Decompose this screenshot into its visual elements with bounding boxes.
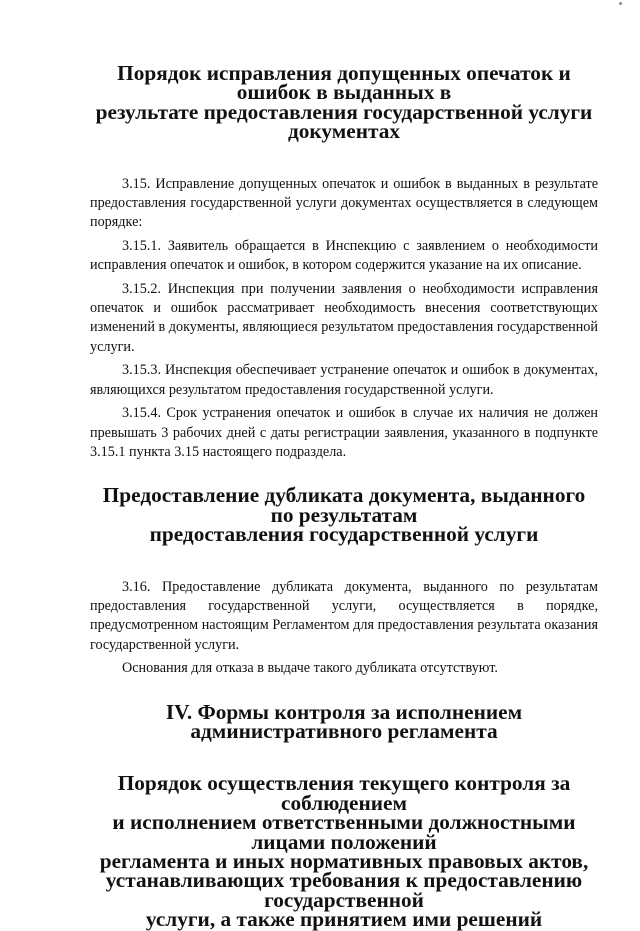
document-page xyxy=(90,61,598,931)
paragraph-3-15-4: 3.15.4. Срок устранения опечаток и ошибок в случае их наличия не должен превышать 3 рабочих дней с даты регистрации заявления, указанного в подпункте 3.15.1 пункта 3.15 настоящего подраздела. xyxy=(90,405,598,460)
paragraph-3-15-2: 3.15.2. Инспекция при получении заявления о необходимости исправления опечаток и ошибок рассматривает необходимость внесения соответствующих изменений в документы, являющиеся результатом предоставления государственной услуги. xyxy=(90,280,598,355)
heading-line: устанавливающих требования к предоставлению государственной xyxy=(105,868,583,912)
chapter-iv-title: IV. Формы контроля за исполнением административного регламента xyxy=(165,699,523,743)
heading-line: и исполнением ответственными должностными лицами положений xyxy=(112,810,576,854)
paragraph-3-16: 3.16. Предоставление дубликата документа, выданного по результатам предоставления государственной услуги, осуществляется в порядке, предусмотренном настоящим Регламентом для предоставления результата оказания государственной услуги. xyxy=(90,578,598,653)
heading-line: услуги, а также принятием ими решений xyxy=(145,907,543,931)
heading-line: регламента и иных нормативных правовых актов, xyxy=(99,849,589,873)
heading-line: результате предоставления государственной услуги документах xyxy=(95,99,593,144)
paragraph-3-15: 3.15. Исправление допущенных опечаток и ошибок в выданных в результате предоставления государственной услуги документах осуществляется в следующем порядке: xyxy=(90,175,598,231)
paragraph-3-15-3: 3.15.3. Инспекция обеспечивает устранение опечаток и ошибок в документах, являющихся результатом предоставления государственной услуги. xyxy=(90,362,598,398)
heading-line: Порядок осуществления текущего контроля за соблюдением xyxy=(117,771,571,815)
paragraph-refusal: Основания для отказа в выдаче такого дубликата отсутствуют. xyxy=(122,660,498,677)
heading-duplicate xyxy=(90,483,598,547)
heading-current-control xyxy=(90,771,598,931)
heading-error-correction xyxy=(90,61,598,144)
heading-line: предоставления государственной услуги xyxy=(149,522,539,547)
paragraph-3-15-1: 3.15.1. Заявитель обращается в Инспекцию с заявлением о необходимости исправления опечаток и ошибок, в котором содержится указание на их описание. xyxy=(90,237,598,274)
heading-line: Порядок исправления допущенных опечаток и ошибок в выданных в xyxy=(117,61,571,105)
heading-line: Предоставление дубликата документа, выданного по результатам xyxy=(102,483,586,527)
scan-artifact-dot xyxy=(619,2,622,5)
